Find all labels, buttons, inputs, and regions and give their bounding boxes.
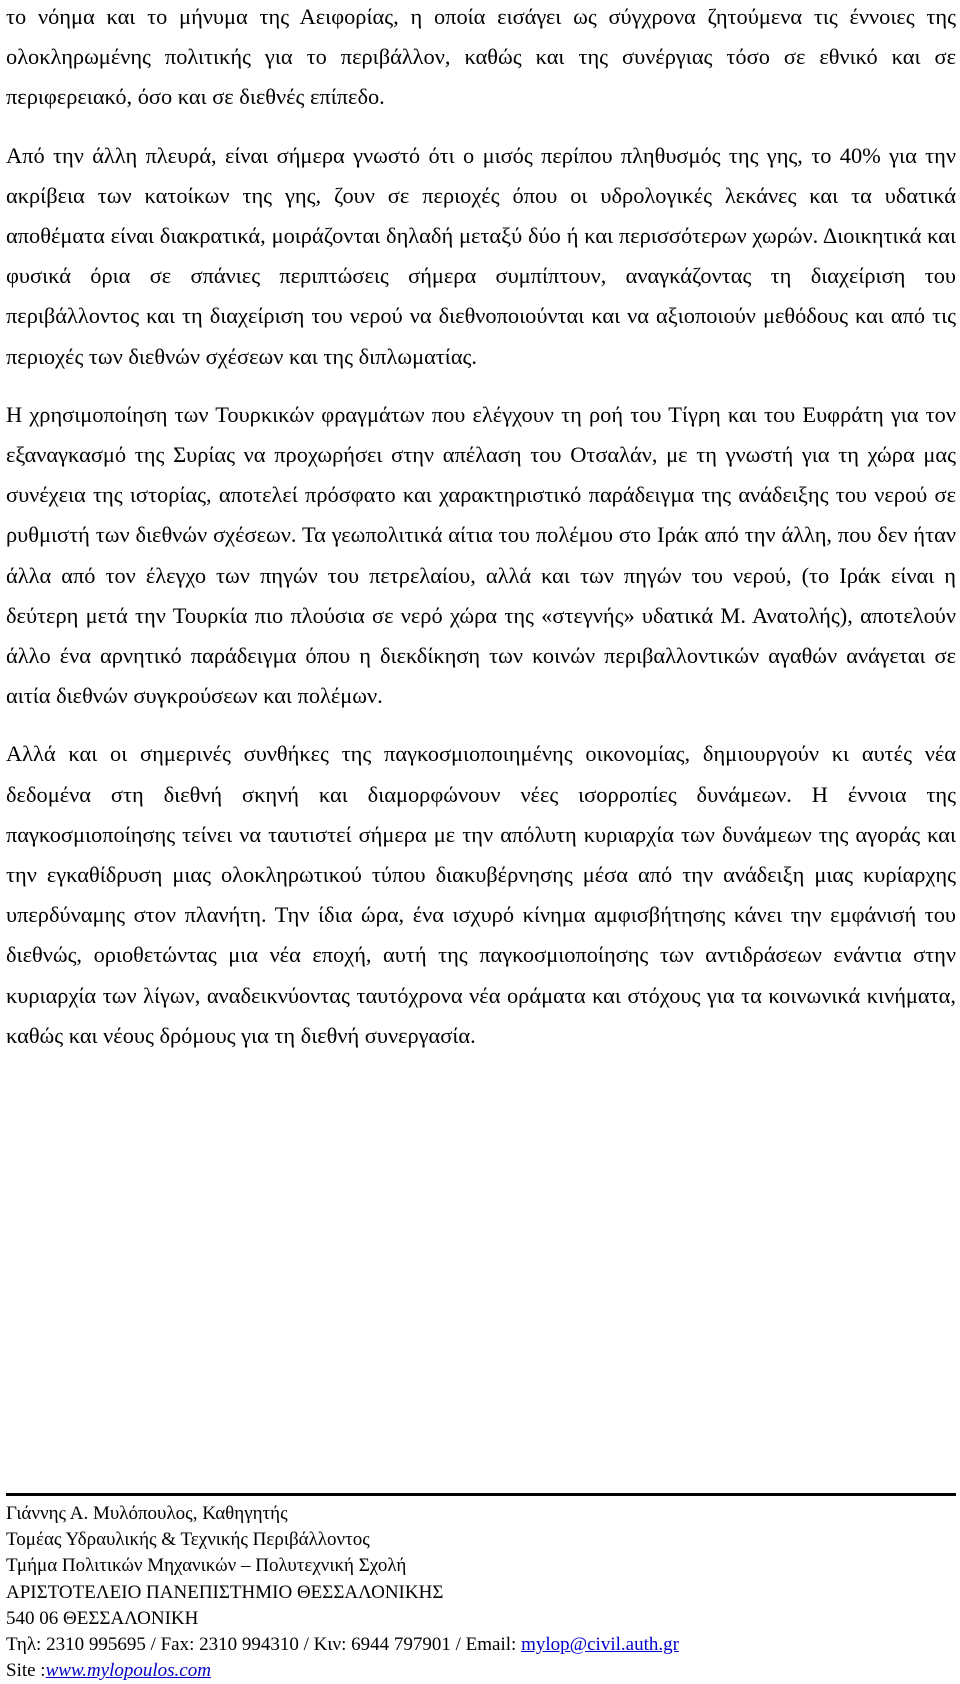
footer-author: Γιάννης Α. Μυλόπουλος, Καθηγητής — [6, 1503, 288, 1524]
footer-divider — [6, 1493, 956, 1496]
footer-contact-text: Τηλ: 2310 995695 / Fax: 2310 994310 / Κιν: 6944 797901 / Email: — [6, 1634, 522, 1656]
paragraph-1: το νόημα και το μήνυμα της Αειφορίας, η οποία εισάγει ως σύγχρονα ζητούμενα τις έννοιες της ολοκληρωμένης πολιτικής για το περιβάλλον, καθώς και της συνέργιας τόσο σε εθνικό και σε περιφερειακό, όσο και σε διεθνές επίπεδο. — [6, 4, 956, 110]
footer-division: Τομέας Υδραυλικής & Τεχνικής Περιβάλλοντος — [6, 1529, 370, 1551]
paragraph-3: Η χρησιμοποίηση των Τουρκικών φραγμάτων που ελέγχουν τη ροή του Τίγρη και του Ευφράτη για τον εξαναγκασμό της Συρίας να προχωρήσει στην απέλαση του Οτσαλάν, με τη γνωστή για τη χώρα μας συνέχεια της ιστορίας, αποτελεί πρόσφατο και χαρακτηριστικό παράδειγμα της ανάδειξης του νερού σε ρυθμιστή των διεθνών σχέσεων. Τα γεωπολιτικά αίτια του πολέμου στο Ιράκ από την άλλη, που δεν ήταν άλλα από τον έλεγχο των πηγών του πετρελαίου, αλλά και των πηγών του νερού, (το Ιράκ είναι η δεύτερη μετά την Τουρκία πιο πλούσια σε νερό χώρα της «στεγνής» υδατικά Μ. Ανατολής), αποτελούν άλλο ένα αρνητικό παράδειγμα όπου η διεκδίκηση των κοινών περιβαλλοντικών αγαθών ανάγεται σε αιτία διεθνών συγκρούσεων και πολέμων. — [6, 401, 956, 709]
footer-city: 540 06 ΘΕΣΣΑΛΟΝΙΚΗ — [6, 1607, 199, 1629]
footer-contact — [6, 1632, 956, 1658]
footer-signature — [6, 1493, 956, 1684]
website-link[interactable]: www.mylopoulos.com — [45, 1660, 211, 1682]
email-link[interactable]: mylop@civil.auth.gr — [521, 1634, 679, 1656]
paragraph-2: Από την άλλη πλευρά, είναι σήμερα γνωστό ότι ο μισός περίπου πληθυσμός της γης, το 40% για την ακρίβεια των κατοίκων της γης, ζουν σε περιοχές όπου οι υδρολογικές λεκάνες και τα υδατικά αποθέματα είναι διακρατικά, μοιράζονται δηλαδή μεταξύ δύο ή και περισσότερων χωρών. Διοικητικά και φυσικά όρια σε σπάνιες περιπτώσεις σήμερα συμπίπτουν, αναγκάζοντας τη διαχείριση του περιβάλλοντος και τη διαχείριση του νερού να διεθνοποιούνται και να αξιοποιούν μεθόδους και από τις περιοχές των διεθνών σχέσεων και της διπλωματίας. — [6, 142, 956, 369]
footer-site-label: Site : — [6, 1660, 46, 1682]
document-page — [6, 0, 956, 1682]
footer-department: Τμήμα Πολιτικών Μηχανικών – Πολυτεχνική Σχολή — [6, 1555, 407, 1577]
paragraph-4: Αλλά και οι σημερινές συνθήκες της παγκοσμιοποιημένης οικονομίας, δημιουργούν κι αυτές νέα δεδομένα στη διεθνή σκηνή και διαμορφώνουν νέες ισορροπίες δυνάμεων. Η έννοια της παγκοσμιοποίησης τείνει να ταυτιστεί σήμερα με την απόλυτη κυριαρχία των δυνάμεων της αγοράς και την εγκαθίδρυση μιας ολοκληρωτικού τύπου διακυβέρνησης μέσα από την ανάδειξη μιας κυρίαρχης υπερδύναμης στον πλανήτη. Την ίδια ώρα, ένα ισχυρό κίνημα αμφισβήτησης κάνει την εμφάνισή του διεθνώς, οριοθετώντας μια νέα εποχή, αυτή της παγκοσμιοποίησης των αντιδράσεων ενάντια στην κυριαρχία των λίγων, αναδεικνύοντας ταυτόχρονα νέα οράματα και στόχους για τα κοινωνικά κινήματα, καθώς και νέους δρόμους για τη διεθνή συνεργασία. — [6, 741, 956, 1048]
footer-site — [6, 1658, 956, 1684]
footer-university: ΑΡΙΣΤΟΤΕΛΕΙΟ ΠΑΝΕΠΙΣΤΗΜΙΟ ΘΕΣΣΑΛΟΝΙΚΗΣ — [6, 1581, 444, 1603]
